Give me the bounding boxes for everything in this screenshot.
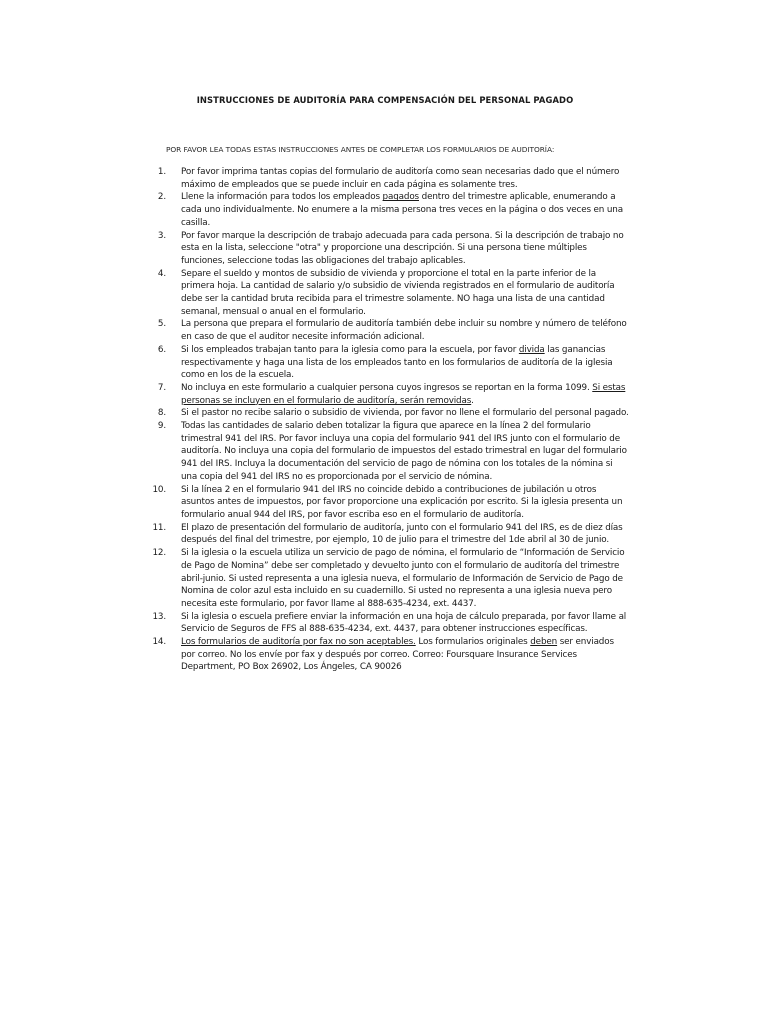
instruction-item-1 [0,166,629,191]
item-text: dentro del trimestre aplicable, enumerando a cada uno individualmente. No enumere a la misma persona tres veces en la página o dos veces en una casilla. [181,192,623,228]
instruction-item-12 [0,547,629,611]
item-number: 12. [152,548,166,559]
item-text: No incluya en este formulario a cualquier persona cuyos ingresos se reportan en la forma 1099. [181,382,593,393]
item-underlined-text: divida [518,344,545,355]
item-number: 9. [157,421,166,432]
item-text: Por favor imprima tantas copias del formulario de auditoría como sean necesarias dado que el número máximo de empleados que se puede incluir en cada página es solamente tres. [181,167,620,190]
item-number: 4. [157,268,166,279]
item-text: La persona que prepara el formulario de auditoría también debe incluir su nombre y número de teléfono en caso de que el auditor necesite información adicional. [181,319,627,343]
item-number: 5. [157,319,166,330]
item-text: Si el pastor no recibe salario o subsidio de vivienda, por favor no llene el formulario del personal pagado. [181,408,629,419]
item-text: las ganancias respectivamente y haga una lista de los empleados tanto en los formularios de auditoría de la iglesia como en los de la escuela. [181,344,613,381]
instruction-item-11 [0,522,629,547]
item-text: Si los empleados trabajan tanto para la iglesia como para la escuela, por favor [181,344,519,355]
instruction-item-9 [0,420,629,484]
item-number: 10. [152,484,166,495]
item-underlined-text: Los formularios de auditoría por fax no son aceptables. [181,637,416,648]
instruction-item-4 [0,268,629,319]
item-number: 2. [157,192,166,203]
instruction-item-14 [0,636,629,674]
item-text: Todas las cantidades de salario deben totalizar la figura que aparece en la línea 2 del formulario trimestral 941 del IRS. Por favor incluya una copia del formulario 941 del IRS junto con el formulario de auditoría. No incluya una copia del formulario de impuestos del estado trimestral en lugar del formulario 941 del IRS. Incluya la documentación del servicio de pago de nómina con los totales de la nómina si una copia del 941 del IRS no es proporcionada por el servicio de nómina. [181,421,627,482]
item-text: Los formularios originales [415,637,531,648]
instruction-item-5 [0,318,629,343]
item-underlined-text: Si estas personas se incluyen en el formulario de auditoría, serán removidas [181,382,626,406]
instruction-item-8 [0,407,629,420]
item-text: . [471,395,474,406]
item-text: El plazo de presentación del formulario de auditoría, junto con el formulario 941 del IRS, es de diez días después del final del trimestre, por ejemplo, 10 de julio para el trimestre del 1de abril al 30 de junio. [181,522,623,546]
item-text: Si la línea 2 en el formulario 941 del IRS no coincide debido a contribuciones de jubilación u otros asuntos antes de impuestos, por favor proporcione una explicación por escrito. Si la iglesia presenta un formulario anual 944 del IRS, por favor escriba eso en el formulario de auditoría. [181,484,623,520]
item-number: 7. [157,382,166,393]
item-number: 1. [157,167,166,177]
instruction-item-2 [0,191,629,229]
item-number: 13. [152,611,166,622]
item-text: Por favor marque la descripción de trabajo adecuada para cada persona. Si la descripción de trabajo no esta en la lista, seleccione "otra" y proporcione una descripción. Si una persona tiene múltiples funciones, seleccione todas las obligaciones del trabajo aplicables. [181,230,624,266]
item-number: 11. [152,522,166,533]
item-text: Separe el sueldo y montos de subsidio de vivienda y proporcione el total en la parte inferior de la primera hoja. La cantidad de salario y/o subsidio de vivienda registrados en el formulario de auditoría debe ser la cantidad bruta recibida para el trimestre solamente. NO haga una lista de una cantidad semanal, mensual o anual en el formulario. [181,268,615,317]
item-number: 3. [157,230,166,241]
intro-text: POR FAVOR LEA TODAS ESTAS INSTRUCCIONES ANTES DE COMPLETAR LOS FORMULARIOS DE AUDITORÍA: [166,145,555,154]
item-number: 6. [157,344,166,355]
instruction-item-13 [0,611,629,636]
item-number: 14. [152,637,166,648]
item-underlined-text: deben [530,637,558,648]
instruction-item-10 [0,484,629,522]
item-text: Si la iglesia o escuela prefiere enviar la información en una hoja de cálculo preparada, por favor llame al Servicio de Seguros de FFS al 888-635-4234, ext. 4437, para obtener instrucciones específicas. [181,611,627,635]
page-title: INSTRUCCIONES DE AUDITORÍA PARA COMPENSACIÓN DEL PERSONAL PAGADO [196,95,574,105]
instruction-item-7 [0,382,629,407]
item-underlined-text: pagados [382,192,419,203]
instruction-item-6 [0,344,629,382]
instruction-item-3 [0,230,629,268]
item-text: ser enviados por correo. No los envíe por fax y después por correo. Correo: Foursquare Insurance Services Department, PO Box 26902, Los Ángeles, CA 90026 [181,637,614,673]
item-number: 8. [157,408,166,419]
item-text: Llene la información para todos los empleados [181,192,383,203]
instruction-list [0,166,770,674]
item-text: Si la iglesia o la escuela utiliza un servicio de pago de nómina, el formulario de “Información de Servicio de Pago de Nomina” debe ser completado y devuelto junto con el formulario de auditoría del trimestre abril-junio. Si usted representa a una iglesia nueva, el formulario de Información de Servicio de Pago de Nomina de color azul esta incluido en su cuadernillo. Si usted no representa a una iglesia nueva pero necesita este formulario, por favor llame al 888-635-4234, ext. 4437. [181,548,625,609]
